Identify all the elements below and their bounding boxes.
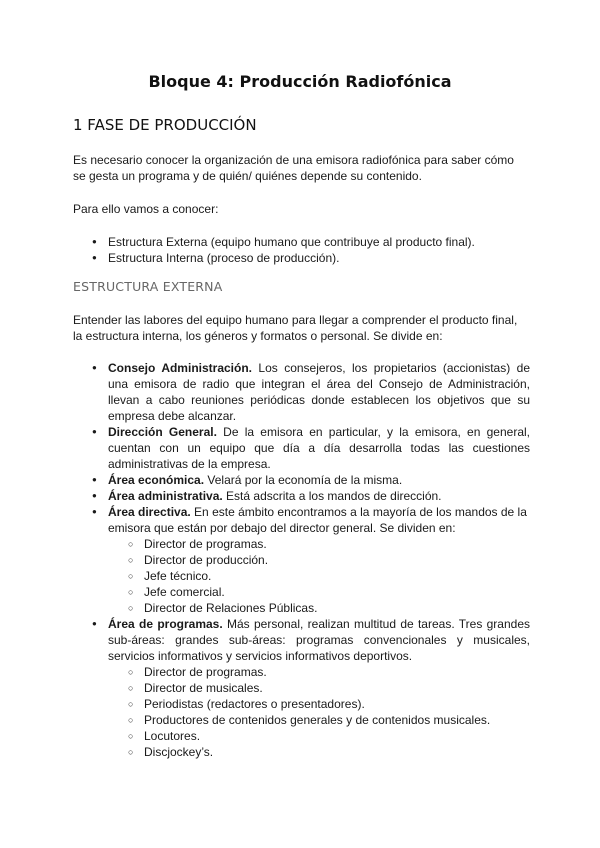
sublist-item: ○ Director de Relaciones Públicas. (108, 600, 530, 616)
list-item-consejo (92, 360, 530, 424)
subsection-heading-estructura-externa: ESTRUCTURA EXTERNA (73, 279, 223, 294)
lead-paragraph: Para ello vamos a conocer: (73, 202, 219, 216)
document-title: Bloque 4: Producción Radiofónica (148, 72, 452, 91)
sublist-item: ○ Periodistas (redactores o presentadores). (108, 696, 530, 712)
item-term: Área administrativa. (108, 489, 223, 503)
sublist-item: ○ Director de programas. (108, 536, 530, 552)
sublist-item: ○ Director de musicales. (108, 680, 530, 696)
item-text: De la emisora en particular, y la emisora, en general, cuentan con un equipo que día a día desarrolla todas las cuestiones administrativas de la empresa. (108, 425, 530, 471)
list-item-programas (92, 616, 530, 760)
item-term: Área de programas. (108, 617, 223, 631)
item-term: Área económica. (108, 473, 205, 487)
list-item-economica (92, 472, 530, 488)
intro-paragraph: Es necesario conocer la organización de una emisora radiofónica para saber cómo se gesta un programa y de quién/ quiénes depende su contenido. (73, 153, 514, 183)
sublist-item: ○ Jefe técnico. (108, 568, 530, 584)
item-text: En este ámbito encontramos a la mayoría de los mandos de la emisora que están por debajo del director general. Se dividen en: (108, 505, 527, 535)
list-item-administrativa (92, 488, 530, 504)
sublist-item: ○ Director de programas. (108, 664, 530, 680)
item-term: Área directiva. (108, 505, 191, 519)
item-text: Los consejeros, los propietarios (accionistas) de una emisora de radio que integran el área del Consejo de Administración, llevan a cabo reuniones periódicas donde establecen los objetivos que su empresa debe alcanzar. (108, 361, 530, 423)
list-item: ● Estructura Interna (proceso de producción). (92, 250, 530, 266)
programas-sublist (108, 664, 530, 760)
sublist-item: ○ Discjockey’s. (108, 744, 530, 760)
item-term: Consejo Administración. (108, 361, 252, 375)
item-text: Está adscrita a los mandos de dirección. (222, 489, 442, 503)
item-text: Más personal, realizan multitud de tareas. Tres grandes sub-áreas: grandes sub-áreas: programas convencionales y musicales, servicios informativos y servicios informativos deportivos. (108, 617, 530, 663)
list-item-directiva (92, 504, 530, 616)
section-heading-fase-produccion: 1 FASE DE PRODUCCIÓN (73, 116, 257, 134)
sublist-item: ○ Productores de contenidos generales y de contenidos musicales. (108, 712, 530, 728)
sublist-item: ○ Jefe comercial. (108, 584, 530, 600)
external-structure-list (92, 360, 530, 760)
structure-list (92, 234, 530, 266)
item-text: Velará por la economía de la misma. (204, 473, 403, 487)
item-term: Dirección General. (108, 425, 217, 439)
sublist-item: ○ Director de producción. (108, 552, 530, 568)
sublist-item: ○ Locutores. (108, 728, 530, 744)
external-structure-intro: Entender las labores del equipo humano para llegar a comprender el producto final, la estructura interna, los géneros y formatos o personal. Se divide en: (73, 313, 518, 343)
list-item-direccion (92, 424, 530, 472)
directiva-sublist (108, 536, 530, 616)
list-item: ● Estructura Externa (equipo humano que contribuye al producto final). (92, 234, 530, 250)
